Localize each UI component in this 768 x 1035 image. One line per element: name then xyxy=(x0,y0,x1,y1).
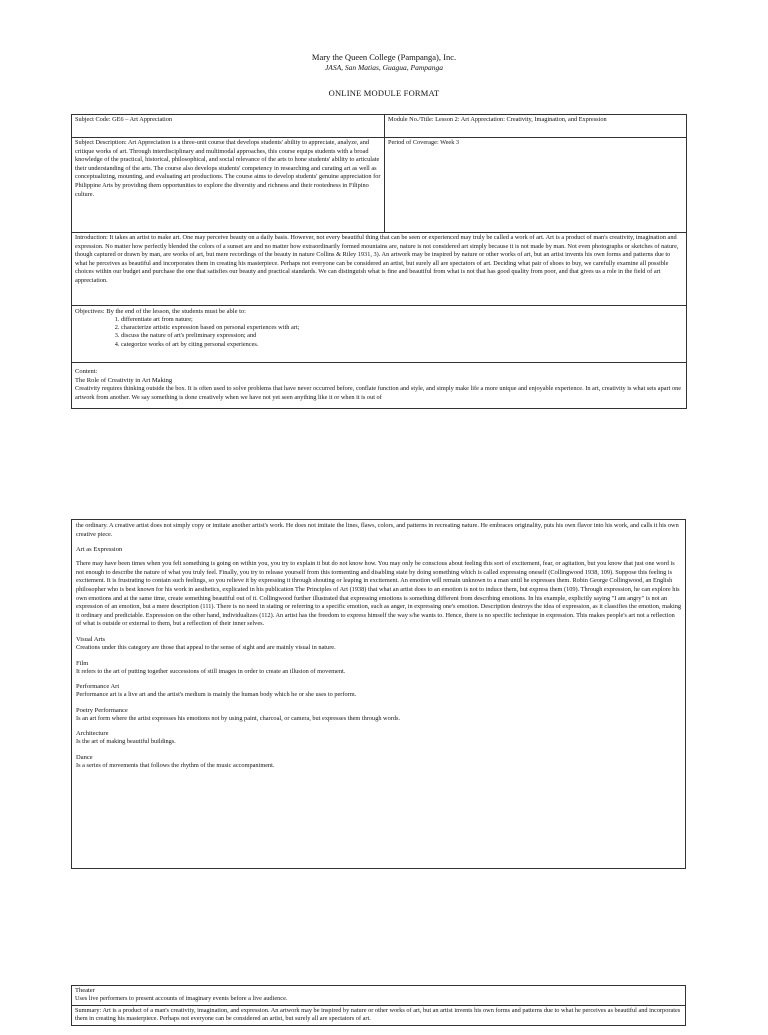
subject-code-cell: Subject Code: GE6 – Art Appreciation xyxy=(72,115,385,138)
introduction-cell: Introduction: It takes an artist to make art. One may perceive beauty on a daily basis. However, not every beautiful thing that can be seen or experienced may truly be called a work of art. Art is a product of man's creativity, imagination and expression. No matter how perfectly blended the colors of a sunset are and no matter how extraordinarily formed mountains are, nature is not considered art simply because it is not made by man. Not even photographs or sketches of nature, though captured or drawn by man, are works of art, but mere recordings of the beauty in nature Collins & Riley 1931, 3). An artwork may be inspired by nature or other works of art, but an artist invents his own forms and patterns due to what he perceives as beautiful and incorporates them in creating his masterpiece. Perhaps not everyone can be considered an artist, but surely all are spectators of art. Deciding what pair of shoes to buy, we carefully examine all possible choices within our budget and purchase the one that satisfies our beauty and practical standards. We can distinguish what is fine and beautiful from what is not that has good quality from poor, and that gives us a role in the field of art appreciation. xyxy=(72,233,687,306)
art-category xyxy=(76,635,681,653)
content-label: Content: xyxy=(75,368,98,375)
art-category xyxy=(76,682,681,700)
category-heading: Dance xyxy=(76,753,93,761)
content-heading: The Role of Creativity in Art Making xyxy=(75,377,173,384)
theater-text: Uses live performers to present accounts of imaginary events before a live audience. xyxy=(75,995,288,1002)
theater-heading: Theater xyxy=(75,987,95,994)
category-text: It refers to the art of putting together successions of still images in order to create an illusion of movement. xyxy=(76,667,346,675)
category-text: Is a series of movements that follows the rhythm of the music accompaniment. xyxy=(76,761,275,769)
art-category xyxy=(76,753,681,771)
objectives-cell xyxy=(72,306,687,363)
art-category xyxy=(76,659,681,677)
content-cell xyxy=(72,363,687,409)
category-text: Is an art form where the artist expresses his emotions not by using paint, charcoal, or camera, but expresses them through words. xyxy=(76,714,401,722)
art-category xyxy=(76,729,681,747)
art-category xyxy=(76,706,681,724)
expression-text: There may have been times when you felt something is going on within you, you try to explain it but do not know how. You may only be conscious about feeling this sort of excitement, fear, or agitation, but you know that just one word is not enough to describe the nature of what you truly feel. Finally, you try to release yourself from this tormenting and disabling state by doing something which is called expressing oneself (Collingwood 1938, 109). Suppose this feeling is excitement. It is frustrating to contain such feelings, so you relieve it by expressing it through shouting or leaping in excitement. An emotion will remain unknown to a man until he expresses them. Robin George Collingwood, an English philosopher who is best known for his work in aesthetics, explicated in his publication The Principles of Art (1938) that what an artist does to an emotion is not to induce them, but express them (109). Through expression, he can explore his own emotions and at the same time, create something beautiful out of it. Collingwood further illustrated that expressing emotions is something different from describing emotions. In his example, explicitly saying "I am angry" is not an expression of an emotion, but a mere description (111). There is no need in stating or referring to a specific emotion, such as anger, in expressing one's emotion. Description destroys the idea of expression, as it classifies the emotion, making it ordinary and predictable. Expression on the other hand, individualizes (112). An artist has the freedom to express himself the way s/he wants to. Hence, there is no specific technique in expression. This makes people's art not a reflection of what is outside or external to them, but a reflection of their inner selves. xyxy=(76,560,681,628)
content-text: Creativity requires thinking outside the box. It is often used to solve problems that have never occurred before, conflate function and style, and simply make life a more unique and enjoyable experience. In art, creativity is what sets apart one artwork from another. We say something is done creatively when we have not yet seen anything like it or when it is out of xyxy=(75,385,682,401)
expression-heading: Art as Expression xyxy=(76,546,123,554)
category-text: Creations under this category are those that appeal to the sense of sight and are mainly visual in nature. xyxy=(76,643,336,651)
document-header xyxy=(0,52,768,98)
category-text: Performance art is a live art and the artist's medium is mainly the human body which he or she uses to perform. xyxy=(76,691,357,699)
summary-cell: Summary: Art is a product of a man's creativity, imagination, and expression. An artwork may be inspired by nature or other works of art, but an artist invents his own forms and patterns due to what he perceives as beautiful and incorporates them in creating his masterpiece. Perhaps not everyone can be considered an artist, but surely all are spectators of art. xyxy=(72,1005,686,1025)
category-heading: Architecture xyxy=(76,730,109,738)
module-title-cell: Module No./Title: Lesson 2: Art Appreciation: Creativity, Imagination, and Expression xyxy=(385,115,687,138)
category-heading: Film xyxy=(76,659,89,667)
objective-item: 2. characterize artistic expression based on personal experiences with art; xyxy=(121,324,683,332)
category-heading: Visual Arts xyxy=(76,635,106,643)
objective-item: 3. discuss the nature of art's preliminary expression; and xyxy=(121,332,683,340)
subject-description-cell: Subject Description: Art Appreciation is a three-unit course that develops students' ability to appreciate, analyze, and critique works of art. Through interdisciplinary and multimodal approaches, this course equips students with a broad knowledge of the practical, historical, philosophical, and social relevance of the arts to hone students' ability to articulate their understanding of the arts. The course also develops students' competency in researching and curating art as well as conceptualizing, mounting, and evaluating art productions. The course aims to develop students' genuine appreciation for Philippine Arts by providing them opportunities to explore the diversity and richness and their rootedness in Filipino culture. xyxy=(72,138,385,233)
category-text: Is the art of making beautiful buildings. xyxy=(76,738,176,746)
period-cell: Period of Coverage: Week 3 xyxy=(385,138,687,233)
objectives-list xyxy=(75,316,683,349)
school-name: Mary the Queen College (Pampanga), Inc. xyxy=(311,52,457,62)
theater-summary-box xyxy=(71,985,686,1035)
content-continuation-box xyxy=(71,519,686,869)
theater-cell xyxy=(72,986,686,1006)
document-title: ONLINE MODULE FORMAT xyxy=(328,88,440,98)
category-heading: Poetry Performance xyxy=(76,706,128,714)
module-table xyxy=(71,114,686,410)
objective-item: 1. differentiate art from nature; xyxy=(121,316,683,324)
continuation-text: the ordinary. A creative artist does not simply copy or imitate another artist's work. He does not imitate the lines, flaws, colors, and patterns in recreating nature. He embraces originality, puts his own flavor into his work, and calls it his own creative piece. xyxy=(76,522,679,538)
school-address: JASA, San Matias, Guagua, Pampanga xyxy=(324,63,444,72)
category-heading: Performance Art xyxy=(76,683,120,691)
objectives-intro: Objectives: By the end of the lesson, the students must be able to: xyxy=(75,308,246,315)
objective-item: 4. categorize works of art by citing personal experiences. xyxy=(121,341,683,349)
